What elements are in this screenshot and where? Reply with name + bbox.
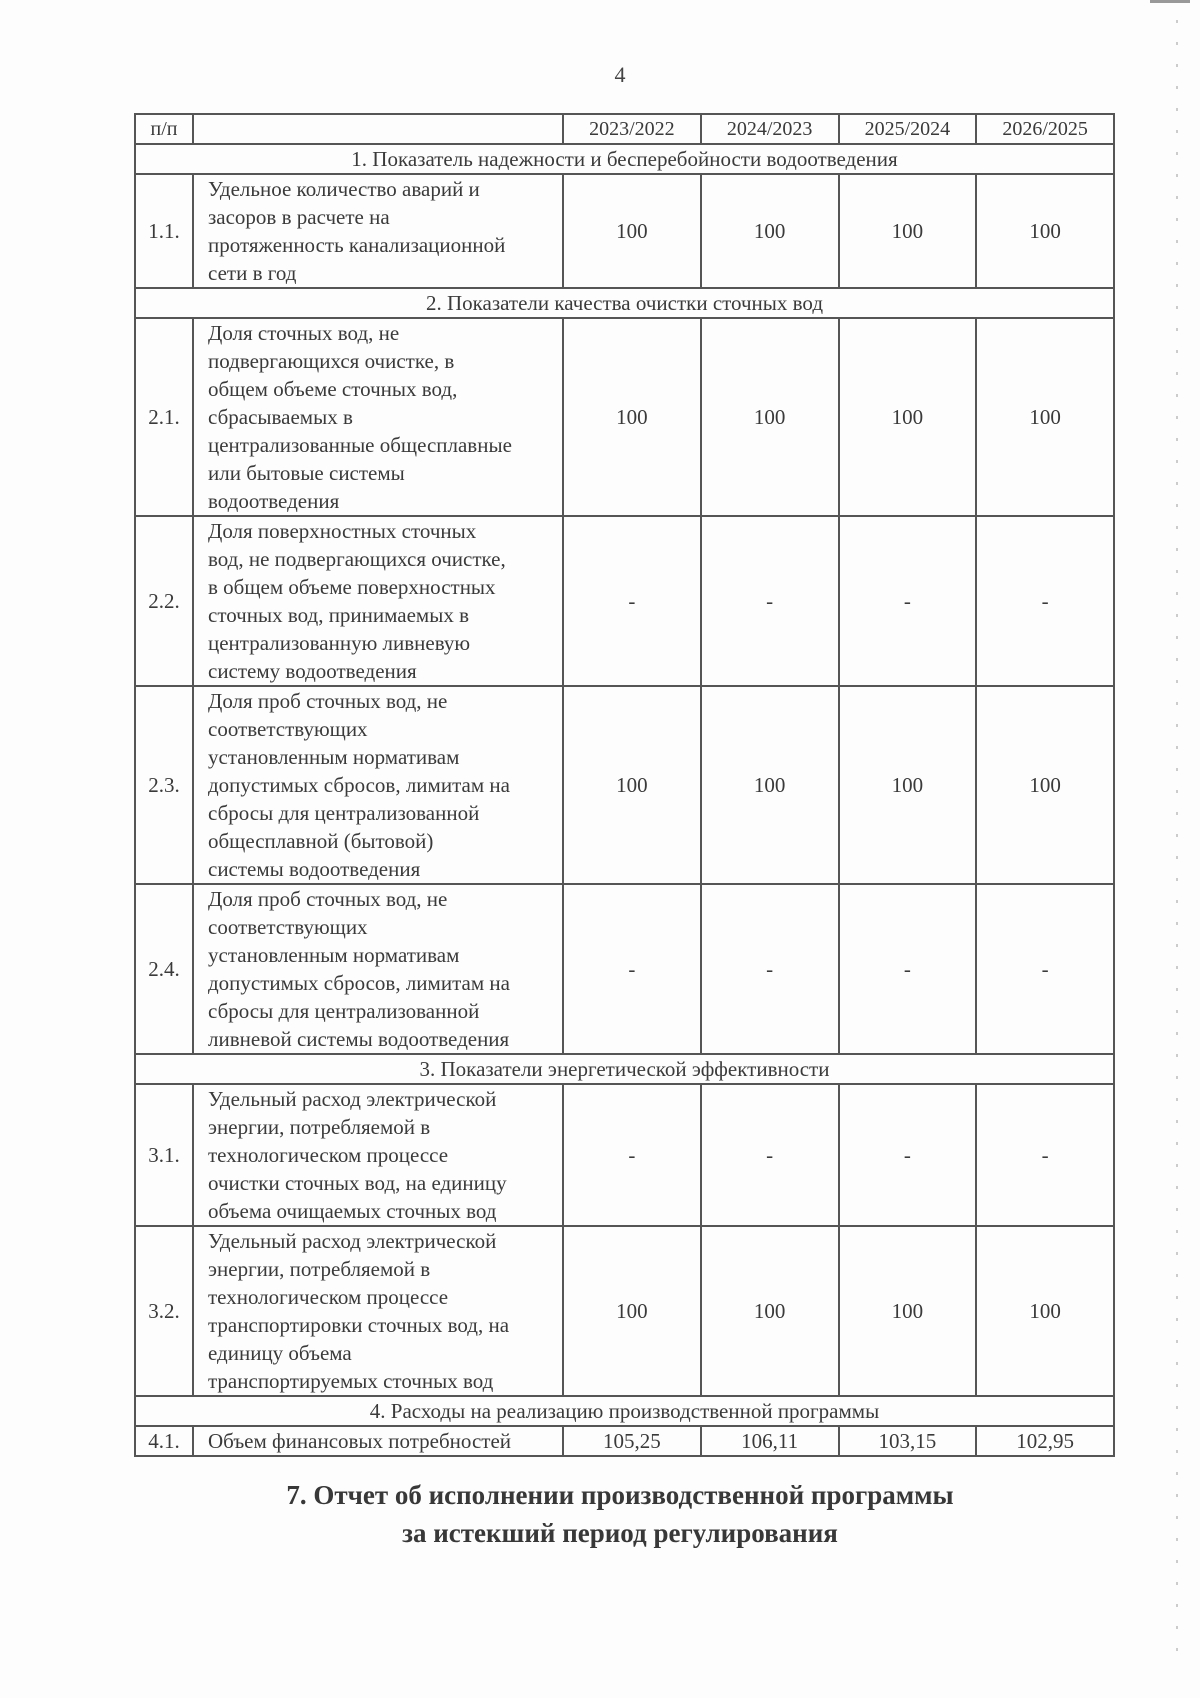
section-title-row — [135, 1054, 1114, 1084]
indicator-value: - — [701, 884, 839, 1054]
indicator-name-line: транспортируемых сточных вод — [208, 1369, 494, 1393]
indicator-name-line: допустимых сбросов, лимитам на — [208, 971, 510, 995]
indicator-value: 103,15 — [839, 1426, 977, 1456]
indicator-name-line: общем объеме сточных вод, — [208, 377, 458, 401]
row-number: 2.4. — [135, 884, 193, 1054]
indicator-value: 100 — [839, 686, 977, 884]
indicator-name-line: подвергающихся очистке, в — [208, 349, 455, 373]
header-year: 2024/2023 — [701, 114, 839, 144]
indicator-value: - — [701, 516, 839, 686]
indicator-value: - — [839, 884, 977, 1054]
indicator-value: 100 — [976, 686, 1114, 884]
row-number: 2.1. — [135, 318, 193, 516]
indicator-name-line: транспортировки сточных вод, на — [208, 1313, 510, 1337]
indicator-name-line: Доля проб сточных вод, не — [208, 689, 448, 713]
indicator-value: - — [976, 1084, 1114, 1226]
section-title: 1. Показатель надежности и бесперебойности водоотведения — [135, 144, 1114, 174]
scan-corner-mark — [1150, 0, 1190, 3]
indicator-name-line: ливневой системы водоотведения — [208, 1027, 510, 1051]
indicator-name-line: единицу объема — [208, 1341, 352, 1365]
table-header-row — [135, 114, 1114, 144]
row-number: 3.2. — [135, 1226, 193, 1396]
indicator-value: 100 — [839, 174, 977, 288]
section-title: 2. Показатели качества очистки сточных вод — [135, 288, 1114, 318]
indicator-name-line: соответствующих — [208, 717, 368, 741]
indicator-value: 100 — [701, 174, 839, 288]
indicator-value: 100 — [563, 686, 701, 884]
indicator-name — [193, 174, 563, 288]
indicator-name-line: технологическом процессе — [208, 1285, 449, 1309]
table-row — [135, 1084, 1114, 1226]
indicator-name-line: Удельное количество аварий и — [208, 177, 480, 201]
indicator-name-line: централизованные общесплавные — [208, 433, 512, 457]
indicator-name-line: сети в год — [208, 261, 297, 285]
indicator-name-line: сточных вод, принимаемых в — [208, 603, 469, 627]
indicator-name-line: допустимых сбросов, лимитам на — [208, 773, 510, 797]
header-num: п/п — [135, 114, 193, 144]
indicator-name-line: в общем объеме поверхностных — [208, 575, 496, 599]
section-heading — [0, 1476, 1200, 1552]
indicator-value: - — [563, 516, 701, 686]
indicator-name-line: очистки сточных вод, на единицу — [208, 1171, 507, 1195]
indicator-name-line: Объем финансовых потребностей — [208, 1429, 512, 1453]
indicator-value: 100 — [563, 318, 701, 516]
indicator-value: 100 — [839, 1226, 977, 1396]
indicator-name-line: соответствующих — [208, 915, 368, 939]
row-number: 4.1. — [135, 1426, 193, 1456]
indicator-name-line: протяженность канализационной — [208, 233, 506, 257]
indicator-value: 100 — [701, 318, 839, 516]
indicator-name-line: Удельный расход электрической — [208, 1087, 497, 1111]
indicator-value: 100 — [976, 318, 1114, 516]
header-year: 2026/2025 — [976, 114, 1114, 144]
indicator-value: 100 — [976, 1226, 1114, 1396]
indicator-value: - — [976, 884, 1114, 1054]
indicator-name — [193, 1226, 563, 1396]
indicator-name-line: энергии, потребляемой в — [208, 1257, 431, 1281]
page-number: 4 — [614, 62, 626, 87]
indicator-name-line: Доля проб сточных вод, не — [208, 887, 448, 911]
indicator-value: 100 — [701, 686, 839, 884]
indicator-value: - — [563, 1084, 701, 1226]
indicator-name-line: или бытовые системы — [208, 461, 405, 485]
indicator-name-line: сбрасываемых в — [208, 405, 353, 429]
indicator-name-line: технологическом процессе — [208, 1143, 449, 1167]
indicator-value: 106,11 — [701, 1426, 839, 1456]
table-row — [135, 884, 1114, 1054]
section-heading-line: 7. Отчет об исполнении производственной программы — [286, 1480, 954, 1510]
indicator-name-line: сбросы для централизованной — [208, 999, 480, 1023]
row-number: 2.2. — [135, 516, 193, 686]
indicator-name-line: систему водоотведения — [208, 659, 417, 683]
row-number: 2.3. — [135, 686, 193, 884]
row-number: 3.1. — [135, 1084, 193, 1226]
indicator-name-line: сбросы для централизованной — [208, 801, 480, 825]
header-name — [193, 114, 563, 144]
indicator-value: 102,95 — [976, 1426, 1114, 1456]
indicator-name-line: вод, не подвергающихся очистке, — [208, 547, 506, 571]
table-row — [135, 1226, 1114, 1396]
section-title: 4. Расходы на реализацию производственной программы — [135, 1396, 1114, 1426]
row-number: 1.1. — [135, 174, 193, 288]
section-heading-line: за истекший период регулирования — [402, 1518, 838, 1548]
indicator-name — [193, 686, 563, 884]
indicator-name — [193, 516, 563, 686]
indicator-name-line: засоров в расчете на — [208, 205, 390, 229]
table-row — [135, 686, 1114, 884]
indicator-value: 100 — [701, 1226, 839, 1396]
indicator-name-line: общесплавной (бытовой) — [208, 829, 434, 853]
indicator-name-line: Доля сточных вод, не — [208, 321, 400, 345]
indicator-value: - — [839, 1084, 977, 1226]
indicator-name-line: объема очищаемых сточных вод — [208, 1199, 497, 1223]
indicators-table — [134, 113, 1115, 1457]
table-row — [135, 174, 1114, 288]
indicator-value: 100 — [563, 174, 701, 288]
indicator-name — [193, 1426, 563, 1456]
indicator-value: 105,25 — [563, 1426, 701, 1456]
indicator-name-line: энергии, потребляемой в — [208, 1115, 431, 1139]
indicator-value: 100 — [976, 174, 1114, 288]
indicator-value: 100 — [839, 318, 977, 516]
indicator-name — [193, 1084, 563, 1226]
indicator-name-line: водоотведения — [208, 489, 340, 513]
indicator-name — [193, 884, 563, 1054]
header-year: 2025/2024 — [839, 114, 977, 144]
table-row — [135, 1426, 1114, 1456]
indicator-name-line: Доля поверхностных сточных — [208, 519, 477, 543]
indicator-value: - — [701, 1084, 839, 1226]
section-title-row — [135, 144, 1114, 174]
indicator-value: - — [839, 516, 977, 686]
table-row — [135, 516, 1114, 686]
header-year: 2023/2022 — [563, 114, 701, 144]
table-row — [135, 318, 1114, 516]
indicator-name-line: централизованную ливневую — [208, 631, 471, 655]
indicator-name-line: установленным нормативам — [208, 943, 460, 967]
indicator-value: - — [563, 884, 701, 1054]
indicator-value: 100 — [563, 1226, 701, 1396]
scan-edge-marks — [1176, 20, 1178, 1670]
indicator-name-line: Удельный расход электрической — [208, 1229, 497, 1253]
section-title-row — [135, 288, 1114, 318]
indicator-name — [193, 318, 563, 516]
indicator-value: - — [976, 516, 1114, 686]
table-body — [135, 144, 1114, 1456]
indicator-name-line: системы водоотведения — [208, 857, 421, 881]
section-title: 3. Показатели энергетической эффективности — [135, 1054, 1114, 1084]
indicator-name-line: установленным нормативам — [208, 745, 460, 769]
section-title-row — [135, 1396, 1114, 1426]
